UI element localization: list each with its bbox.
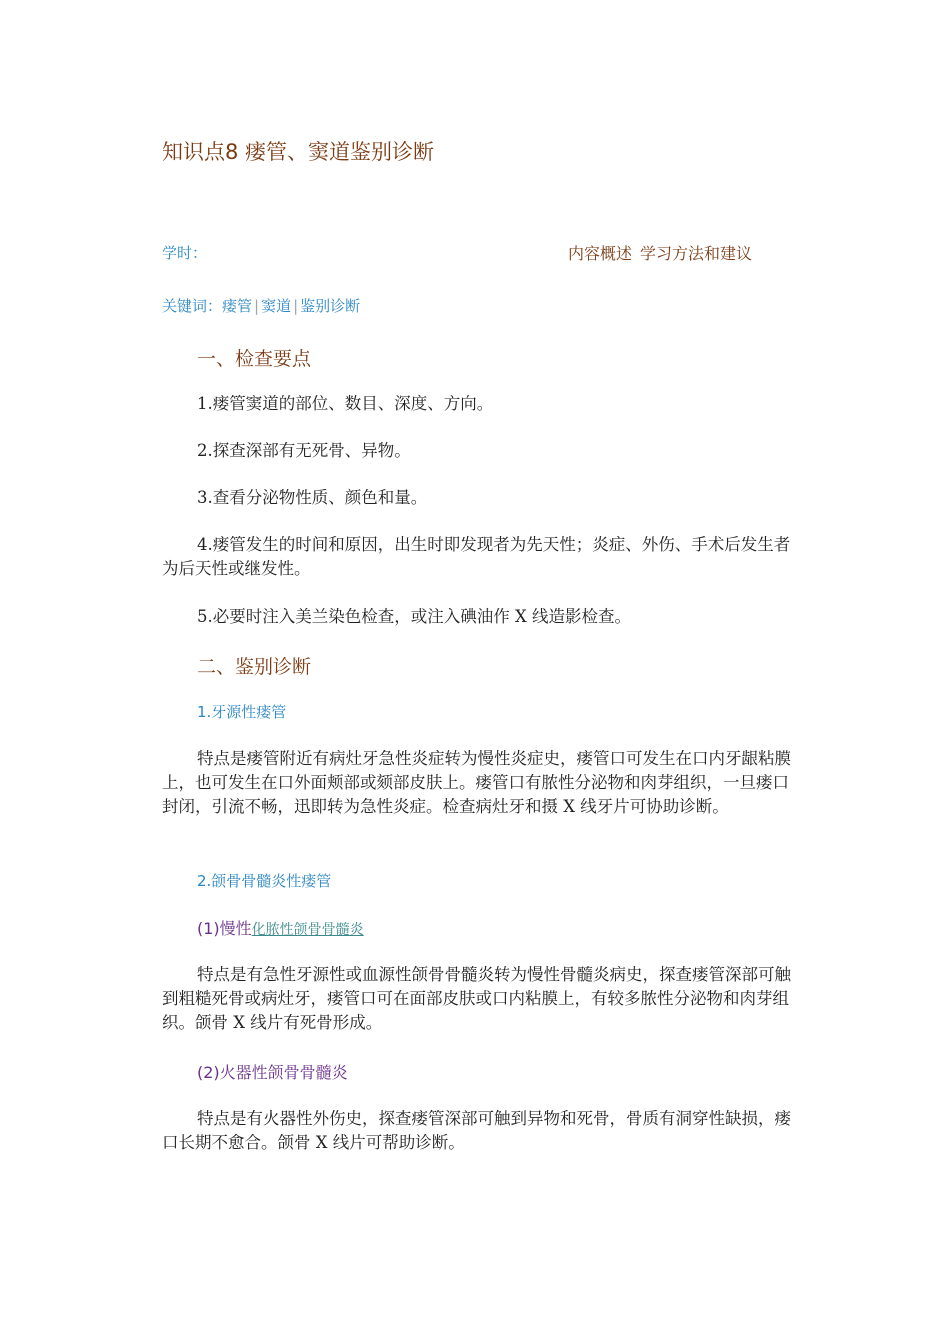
study-methods-link[interactable]: 学习方法和建议 xyxy=(640,244,753,263)
content-overview-link[interactable]: 内容概述 xyxy=(568,244,633,263)
study-hours-label: 学时： xyxy=(162,244,208,262)
exam-point: 3.查看分泌物性质、颜色和量。 xyxy=(197,488,428,507)
subtype-paragraph: 特点是有火器性外伤史，探查瘘管深部可触到异物和死骨，骨质有洞穿性缺损，瘘口长期不愈合。颌骨 X 线片可帮助诊断。 xyxy=(162,1109,791,1152)
section-heading-exam: 一、检查要点 xyxy=(197,348,312,370)
osteomyelitis-link[interactable]: 化脓性颌骨骨髓炎 xyxy=(251,922,364,938)
subtype-title xyxy=(197,916,364,939)
exam-point: 2.探查深部有无死骨、异物。 xyxy=(197,441,411,460)
keyword-link[interactable]: 窦道 xyxy=(261,297,292,315)
keyword-separator: | xyxy=(293,297,299,315)
exam-point: 1.瘘管窦道的部位、数目、深度、方向。 xyxy=(197,394,494,413)
page-title: 知识点8 瘘管、窦道鉴别诊断 xyxy=(162,140,435,164)
keywords-line xyxy=(162,295,360,316)
subsection-paragraph: 特点是瘘管附近有病灶牙急性炎症转为慢性炎症史，瘘管口可发生在口内牙龈粘膜上，也可发生在口外面颊部或颏部皮肤上。瘘管口有脓性分泌物和肉芽组织，一旦瘘口封闭，引流不畅，迅即转为急性炎症。检查病灶牙和摄 X 线牙片可协助诊断。 xyxy=(162,749,791,816)
subsection-title: 2.颌骨骨髓炎性瘘管 xyxy=(197,872,332,890)
subtype-paragraph: 特点是有急性牙源性或血源性颌骨骨髓炎转为慢性骨髓炎病史，探查瘘管深部可触到粗糙死骨或病灶牙，瘘管口可在面部皮肤或口内粘膜上，有较多脓性分泌物和肉芽组织。颌骨 X 线片有死骨形成。 xyxy=(162,965,791,1032)
exam-point: 4.瘘管发生的时间和原因，出生时即发现者为先天性；炎症、外伤、手术后发生者为后天性或继发性。 xyxy=(162,535,791,578)
subtype-prefix: (1)慢性 xyxy=(197,919,252,938)
exam-point: 5.必要时注入美兰染色检查，或注入碘油作 X 线造影检查。 xyxy=(197,607,631,626)
keyword-separator: | xyxy=(254,297,260,315)
keyword-link[interactable]: 鉴别诊断 xyxy=(300,297,361,315)
subtype-title: (2)火器性颌骨骨髓炎 xyxy=(197,1063,348,1082)
subsection-title: 1.牙源性瘘管 xyxy=(197,703,287,721)
meta-links xyxy=(568,241,752,264)
section-heading-diagnosis: 二、鉴别诊断 xyxy=(197,656,312,678)
keyword-link[interactable]: 瘘管 xyxy=(222,297,253,315)
keywords-label: 关键词： xyxy=(162,297,223,315)
